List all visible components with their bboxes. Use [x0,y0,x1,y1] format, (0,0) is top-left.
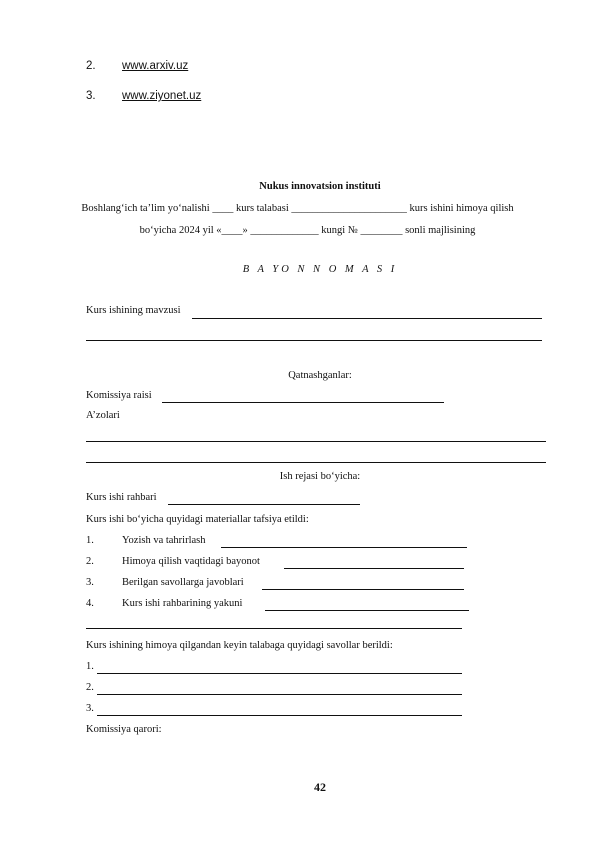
material-number: 2. [86,556,94,567]
question-number: 2. [86,682,94,693]
material-text: Berilgan savollarga javoblari [122,577,244,588]
question-number: 3. [86,703,94,714]
question-line [97,673,462,674]
material-line-extra [86,628,462,629]
material-line [262,589,464,590]
plan-heading: Ish rejasi bo‘yicha: [279,471,361,482]
question-line [97,715,462,716]
members-line-2 [86,462,546,463]
material-text: Yozish va tahrirlash [122,535,206,546]
material-line [284,568,464,569]
supervisor-line [168,504,360,505]
material-item [86,598,242,609]
link-number: 3. [86,90,96,102]
material-item [86,556,260,567]
intro-line-2: bo‘yicha 2024 yil «____» _____________ kungi № ________ sonli majlisining [139,225,476,236]
page-number: 42 [314,780,326,794]
topic-label: Kurs ishining mavzusi [86,305,181,316]
question-line [97,694,462,695]
question-number: 1. [86,661,94,672]
chair-label: Komissiya raisi [86,390,152,401]
topic-line-2 [86,340,542,341]
material-number: 4. [86,598,94,609]
material-line [265,610,469,611]
members-line-1 [86,441,546,442]
participants-heading: Qatnashganlar: [288,370,352,381]
material-item [86,535,206,546]
link-number: 2. [86,60,96,72]
material-text: Kurs ishi rahbarining yakuni [122,598,243,609]
document-title: B A YO N N O M A S I [242,264,398,275]
chair-line [162,402,444,403]
topic-line [192,318,542,319]
materials-intro: Kurs ishi bo‘yicha quyidagi materiallar tafsiya etildi: [86,514,309,525]
members-label: A’zolari [86,410,120,421]
link-arxiv[interactable]: www.arxiv.uz [122,60,189,72]
intro-line-1: Boshlang‘ich ta’lim yo‘nalishi ____ kurs talabasi ______________________ kurs ishini himoya qilish [81,203,514,214]
link-item-arxiv[interactable] [86,60,188,72]
material-line [221,547,467,548]
material-item [86,577,244,588]
questions-intro: Kurs ishining himoya qilgandan keyin talabaga quyidagi savollar berildi: [86,640,393,651]
material-number: 1. [86,535,94,546]
link-ziyonet[interactable]: www.ziyonet.uz [122,90,202,102]
institute-name: Nukus innovatsion instituti [259,181,381,192]
material-number: 3. [86,577,94,588]
link-item-ziyonet[interactable] [86,90,201,102]
material-text: Himoya qilish vaqtidagi bayonot [122,556,260,567]
decision-label: Komissiya qarori: [86,724,162,735]
supervisor-label: Kurs ishi rahbari [86,492,157,503]
